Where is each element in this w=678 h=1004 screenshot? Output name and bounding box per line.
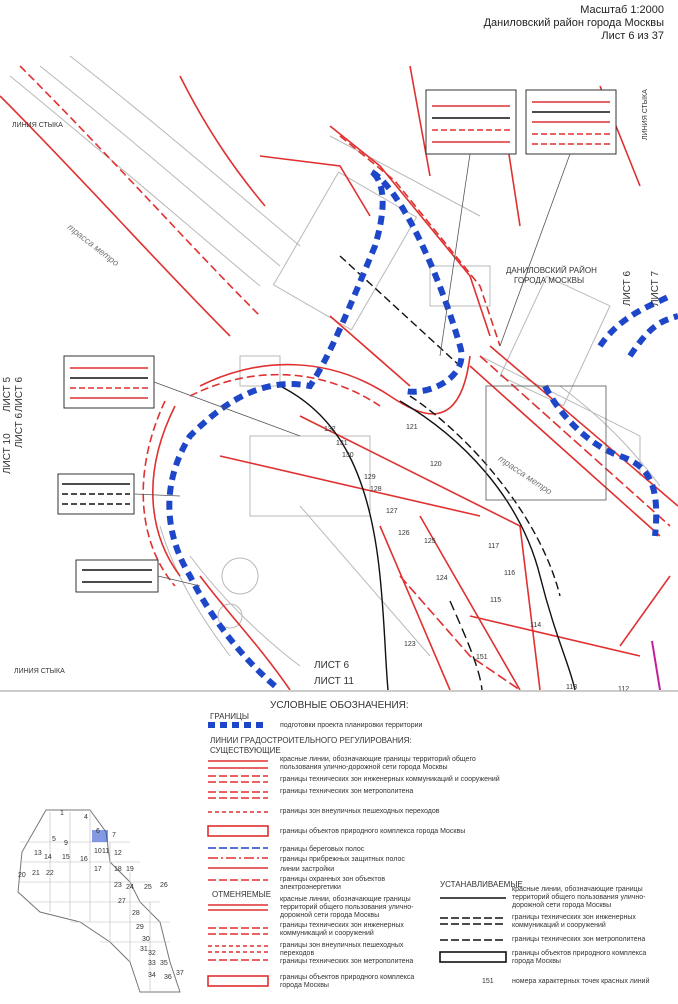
index-sheet: 24 <box>126 884 134 891</box>
index-sheet: 16 <box>80 856 88 863</box>
index-sheet: 14 <box>44 854 52 861</box>
sheet-11-label: ЛИСТ 11 <box>314 676 354 687</box>
point-number: 131 <box>336 440 348 447</box>
index-sheet: 11 <box>102 848 110 855</box>
index-sheet: 36 <box>164 974 172 981</box>
legend-cancelled-item: границы технических зон метрополитена <box>280 958 414 965</box>
cancelled-heading: ОТМЕНЯЕМЫЕ <box>212 890 272 899</box>
district-name-label: ДАНИЛОВСКИЙ РАЙОН <box>506 266 597 275</box>
index-sheet: 27 <box>118 898 126 905</box>
index-sheet: 5 <box>52 836 56 843</box>
point-number: 125 <box>424 538 436 545</box>
established-heading: УСТАНАВЛИВАЕМЫЕ <box>440 880 523 889</box>
index-sheet: 32 <box>148 950 156 957</box>
index-sheet: 30 <box>142 936 150 943</box>
legend-established-item: границы объектов природного комплекса города Москвы <box>512 950 647 965</box>
point-label: номера характерных точек красных линий <box>512 978 650 985</box>
index-sheet: 33 <box>148 960 156 967</box>
index-sheet: 12 <box>114 850 122 857</box>
index-sheet: 17 <box>94 866 102 873</box>
point-number: 126 <box>398 530 410 537</box>
legend-cancelled-item: границы зон внеуличных пешеходных переходов <box>280 942 404 957</box>
index-sheet: 23 <box>114 882 122 889</box>
legend-cancelled-item: границы объектов природного комплекса города Москвы <box>280 974 415 989</box>
legend <box>0 690 678 1004</box>
point-number: 114 <box>530 622 542 629</box>
legend-existing-item: границы охранных зон объектов электроэнергетики <box>280 876 386 891</box>
point-number: 128 <box>370 486 382 493</box>
point-number: 115 <box>490 597 502 604</box>
point-number: 113 <box>566 684 578 691</box>
point-number: 116 <box>504 570 516 577</box>
index-sheet: 19 <box>126 866 134 873</box>
sheet-5-label: ЛИСТ 5 <box>2 376 13 412</box>
index-sheet: 31 <box>140 946 148 953</box>
point-number: 129 <box>364 474 376 481</box>
boundary-label: подготовки проекта планировки территории <box>280 722 423 729</box>
point-number: 121 <box>406 424 418 431</box>
index-sheet: 26 <box>160 882 168 889</box>
header-sheet: Лист 6 из 37 <box>601 30 664 42</box>
legend-established-item: красные линии, обозначающие границы территорий общего пользования улично-дорожной сети города Москвы <box>512 886 646 909</box>
sheet-index-map <box>10 802 190 1002</box>
index-sheet: 15 <box>62 854 70 861</box>
boundary-symbol <box>206 720 266 730</box>
point-number: 112 <box>618 686 630 693</box>
index-sheet: 10 <box>94 848 102 855</box>
header-district: Даниловский район города Москвы <box>483 17 664 29</box>
index-sheet: 22 <box>46 870 54 877</box>
joint-line-label: ЛИНИЯ СТЫКА <box>642 89 649 140</box>
sheet-6-label: ЛИСТ 6 <box>622 270 633 306</box>
legend-existing-item: границы объектов природного комплекса города Москвы <box>280 828 466 835</box>
point-number: 117 <box>488 543 500 550</box>
index-sheet: 35 <box>160 960 168 967</box>
index-sheet: 34 <box>148 972 156 979</box>
sheet-6-label: ЛИСТ 6 <box>14 412 25 448</box>
point-number: 124 <box>436 575 448 582</box>
point-number: 120 <box>430 461 442 468</box>
index-sheet: 13 <box>34 850 42 857</box>
legend-established-item: границы технических зон инженерных коммуникаций и сооружений <box>512 914 636 929</box>
point-number: 130 <box>342 452 354 459</box>
joint-line-label: ЛИНИЯ СТЫКА <box>12 122 63 129</box>
joint-line-label: ЛИНИЯ СТЫКА <box>14 668 65 675</box>
legend-existing-item: границы зон внеуличных пешеходных переходов <box>280 808 440 815</box>
map-canvas[interactable] <box>0 56 678 690</box>
index-sheet: 18 <box>114 866 122 873</box>
index-sheet: 1 <box>60 810 64 817</box>
header-scale: Масштаб 1:2000 <box>580 4 664 16</box>
index-sheet: 37 <box>176 970 184 977</box>
point-number: 132 <box>324 426 336 433</box>
index-sheet: 28 <box>132 910 140 917</box>
metro-track-label: трасса метро <box>496 453 554 497</box>
legend-existing-item: границы технических зон инженерных коммуникаций и сооружений <box>280 776 500 783</box>
existing-heading: СУЩЕСТВУЮЩИЕ <box>210 746 281 755</box>
sheet-6-label: ЛИСТ 6 <box>314 660 350 671</box>
sheet-6-label: ЛИСТ 6 <box>14 376 25 412</box>
index-sheet: 25 <box>144 884 152 891</box>
legend-established-item: границы технических зон метрополитена <box>512 936 646 943</box>
legend-cancelled-item: границы технических зон инженерных коммуникаций и сооружений <box>280 922 404 937</box>
sheet-10-label: ЛИСТ 10 <box>2 433 13 474</box>
point-number: 151 <box>476 654 488 661</box>
point-number: 127 <box>386 508 398 515</box>
legend-cancelled-item: красные линии, обозначающие границы территорий общего пользования улично-дорожной сети города Москвы <box>280 896 414 919</box>
legend-symbols-existing <box>206 756 270 906</box>
index-sheet: 6 <box>96 828 100 835</box>
legend-existing-item: границы технических зон метрополитена <box>280 788 414 795</box>
city-name-label: ГОРОДА МОСКВЫ <box>514 276 585 285</box>
point-number: 123 <box>404 641 416 648</box>
sheet-7-label: ЛИСТ 7 <box>650 270 661 306</box>
legend-existing-item: границы береговых полос <box>280 846 365 853</box>
index-sheet: 21 <box>32 870 40 877</box>
legend-existing-item: границы прибрежных защитных полос <box>280 856 405 863</box>
point-sample: 151 <box>482 978 494 985</box>
legend-existing-item: красные линии, обозначающие границы территорий общего пользования улично-дорожной сети города Москвы <box>280 756 476 771</box>
index-sheet: 29 <box>136 924 144 931</box>
legend-divider <box>0 690 678 694</box>
index-sheet: 4 <box>84 814 88 821</box>
legend-existing-item: линии застройки <box>280 866 335 873</box>
regulation-lines-heading: ЛИНИИ ГРАДОСТРОИТЕЛЬНОГО РЕГУЛИРОВАНИЯ: <box>210 736 412 745</box>
boundaries-heading: ГРАНИЦЫ <box>210 712 249 721</box>
legend-symbols-cancelled <box>206 900 270 1000</box>
index-sheet: 7 <box>112 832 116 839</box>
index-sheet: 9 <box>64 840 68 847</box>
legend-symbols-established <box>438 890 508 970</box>
legend-title: УСЛОВНЫЕ ОБОЗНАЧЕНИЯ: <box>270 700 409 711</box>
index-sheet: 20 <box>18 872 26 879</box>
metro-tunnel-label: трасса метро <box>65 221 121 269</box>
